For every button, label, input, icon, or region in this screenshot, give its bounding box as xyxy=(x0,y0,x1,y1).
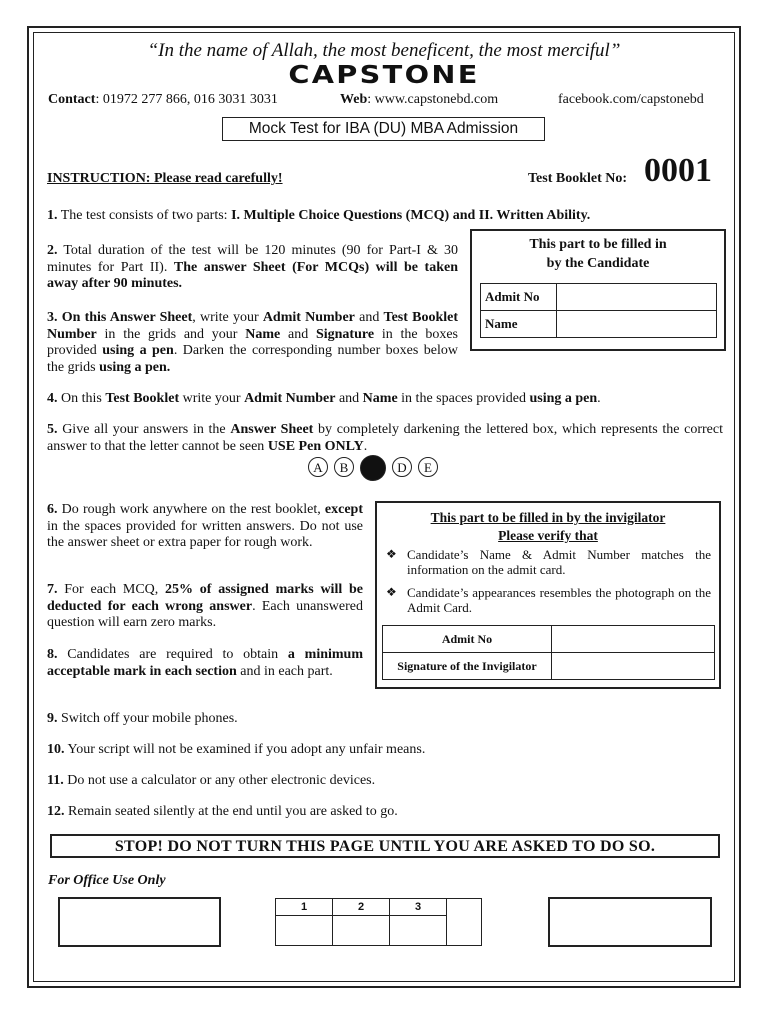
invigilator-admit-field[interactable] xyxy=(552,626,715,653)
office-cell-3[interactable] xyxy=(390,916,447,946)
office-col-2: 2 xyxy=(333,899,390,916)
candidate-admit-label: Admit No xyxy=(481,284,557,311)
web-info: Web: www.capstonebd.com xyxy=(340,92,499,107)
verify-item-1: ❖ Candidate’s Name & Admit Number matches the information on the admit card. xyxy=(386,547,711,577)
instruction-item-11: 11. Do not use a calculator or any other electronic devices. xyxy=(47,773,376,788)
stop-banner: STOP! DO NOT TURN THIS PAGE UNTIL YOU ARE ASKED TO DO SO. xyxy=(50,834,720,858)
instruction-item-6: 6. Do rough work anywhere on the rest booklet, except in the spaces provided for written answers. Do not use the answer sheet or extra paper for rough work. xyxy=(47,502,363,550)
candidate-name-field[interactable] xyxy=(557,311,717,338)
invigilator-admit-label: Admit No xyxy=(383,626,552,653)
invigilator-box-subtitle: Please verify that xyxy=(498,528,598,543)
instruction-item-12: 12. Remain seated silently at the end until you are asked to go. xyxy=(47,804,398,819)
office-col-1: 1 xyxy=(276,899,333,916)
candidate-box xyxy=(470,229,726,351)
office-box-right[interactable] xyxy=(548,897,712,947)
office-col-3: 3 xyxy=(390,899,447,916)
instruction-item-1: 1. The test consists of two parts: I. Multiple Choice Questions (MCQ) and II. Written Ability. xyxy=(47,208,591,223)
bubble-a: A xyxy=(308,457,328,477)
bubble-c-filled xyxy=(360,455,386,481)
answer-bubble-example xyxy=(305,455,441,481)
invigilator-signature-label: Signature of the Invigilator xyxy=(383,653,552,680)
booklet-number: 0001 xyxy=(644,152,712,189)
office-cell-1[interactable] xyxy=(276,916,333,946)
instruction-item-3: 3. On this Answer Sheet, write your Admit Number and Test Booklet Number in the grids and your Name and Signature in the boxes provided using a pen. Darken the corresponding number boxes below the grids using a pen. xyxy=(47,310,459,375)
invigilator-box xyxy=(375,501,721,689)
mock-test-title: Mock Test for IBA (DU) MBA Admission xyxy=(222,117,545,141)
office-total-cell[interactable] xyxy=(447,899,482,946)
diamond-bullet-icon: ❖ xyxy=(386,547,397,561)
bubble-e: E xyxy=(418,457,438,477)
candidate-name-label: Name xyxy=(481,311,557,338)
booklet-number-label: Test Booklet No: xyxy=(528,171,628,186)
office-score-grid xyxy=(275,898,482,946)
instruction-item-5: 5. Give all your answers in the Answer Sheet by completely darkening the lettered box, which represents the correct answer to that the letter cannot be seen USE Pen ONLY. xyxy=(47,422,723,454)
bismillah-line: “In the name of Allah, the most beneficent, the most merciful” xyxy=(147,40,621,61)
instruction-item-7: 7. For each MCQ, 25% of assigned marks will be deducted for each wrong answer. Each unanswered question will earn zero marks. xyxy=(47,582,363,630)
diamond-bullet-icon: ❖ xyxy=(386,585,397,599)
capstone-logo: CAPSTONE xyxy=(288,60,480,89)
instruction-item-4: 4. On this Test Booklet write your Admit Number and Name in the spaces provided using a pen. xyxy=(47,391,601,406)
contact-info: Contact: 01972 277 866, 016 3031 3031 xyxy=(48,92,278,107)
bubble-b: B xyxy=(334,457,354,477)
office-use-label: For Office Use Only xyxy=(48,873,166,888)
verify-item-2: ❖ Candidate’s appearances resembles the photograph on the Admit Card. xyxy=(386,585,711,615)
office-cell-2[interactable] xyxy=(333,916,390,946)
bubble-d: D xyxy=(392,457,412,477)
instruction-item-10: 10. Your script will not be examined if you adopt any unfair means. xyxy=(47,742,426,757)
candidate-box-title-1: This part to be filled in xyxy=(529,237,667,252)
candidate-box-title-2: by the Candidate xyxy=(546,256,650,271)
instruction-item-2: 2. Total duration of the test will be 120 minutes (90 for Part-I & 30 minutes for Part II). The answer Sheet (For MCQs) will be taken away after 90 minutes. xyxy=(47,243,459,291)
office-box-left[interactable] xyxy=(58,897,221,947)
candidate-admit-field[interactable] xyxy=(557,284,717,311)
instruction-item-8: 8. Candidates are required to obtain a minimum acceptable mark in each section and in each part. xyxy=(47,647,363,679)
facebook-link: facebook.com/capstonebd xyxy=(558,92,704,107)
invigilator-box-title: This part to be filled in by the invigilator xyxy=(430,510,666,525)
instruction-heading: INSTRUCTION: Please read carefully! xyxy=(47,171,283,186)
instruction-item-9: 9. Switch off your mobile phones. xyxy=(47,711,238,726)
invigilator-signature-field[interactable] xyxy=(552,653,715,680)
